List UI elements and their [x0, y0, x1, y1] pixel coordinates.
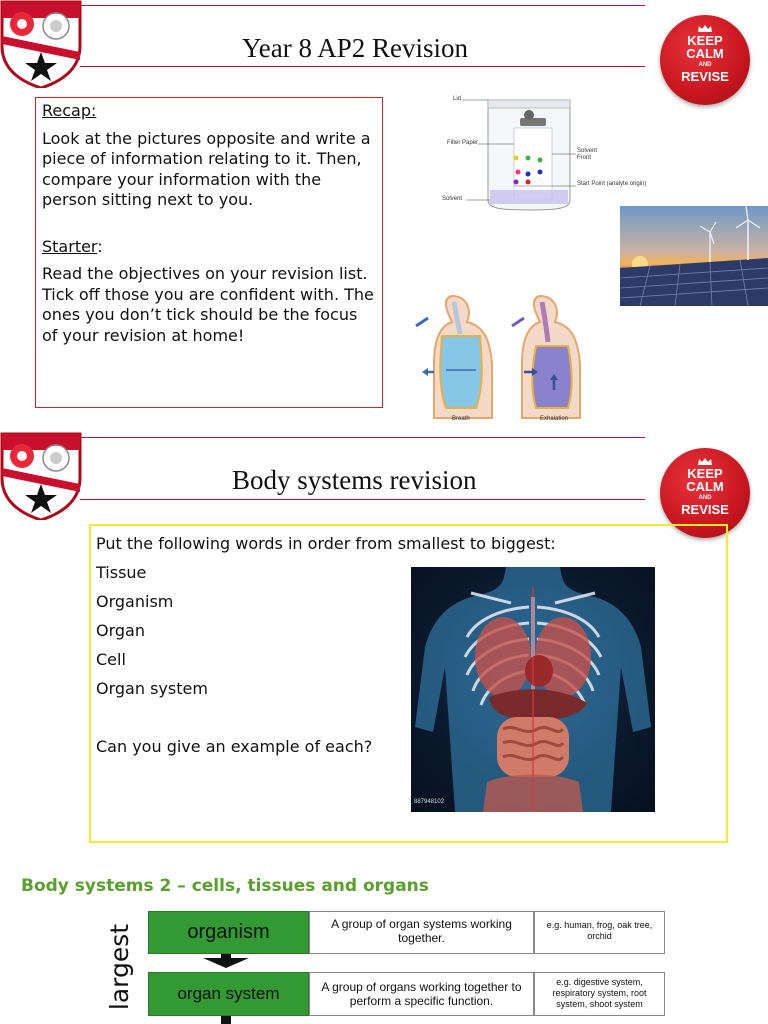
arrow-down-shaft — [221, 1016, 231, 1024]
recap-text: Look at the pictures opposite and write a piece of information relating to it. Then, compare your information with the person sitting next to you. — [42, 128, 371, 209]
header-bottom-line — [80, 499, 645, 500]
term-label: organism — [187, 921, 270, 943]
example-text: e.g. human, frog, oak tree, orchid — [546, 920, 653, 941]
word-item: Tissue — [96, 563, 147, 582]
label-exhalation: Exhalation — [540, 416, 569, 422]
term-label: organ system — [177, 984, 280, 1003]
label-breath: Breath — [452, 416, 470, 422]
header-bottom-line — [80, 66, 645, 67]
term-cell — [148, 911, 309, 954]
definition-text: A group of organ systems working together. — [331, 917, 512, 945]
definition-cell — [309, 911, 534, 954]
starter-text: Read the objectives on your revision list. Tick off those you are confident with. The ones you don’t tick should be the focus of your revision at home! — [42, 264, 374, 345]
lungs-icon — [412, 290, 602, 425]
label-solvent: Solvent — [442, 196, 463, 202]
label-filter-paper: Filter Paper — [447, 140, 479, 146]
anatomy-drawing — [411, 567, 655, 812]
label-start-point: Start Point (analyte origin) — [577, 181, 647, 187]
question-text: Can you give an example of each? — [96, 737, 373, 756]
crown-icon — [698, 458, 712, 465]
recap-heading: Recap: — [42, 101, 97, 120]
chromatography-diagram — [440, 90, 645, 220]
word-item: Organism — [96, 592, 174, 611]
keep-calm-badge: KEEP CALM AND REVISE — [660, 15, 750, 105]
example-cell — [534, 972, 665, 1016]
definition-cell — [309, 972, 534, 1016]
word-item: Organ system — [96, 679, 208, 698]
school-crest-icon — [0, 0, 82, 88]
page-title: Body systems revision — [232, 465, 477, 495]
starter-heading: Starter — [42, 236, 98, 256]
label-solvent-front: Solvent Front — [577, 148, 598, 161]
page-title: Year 8 AP2 Revision — [242, 33, 469, 63]
word-item: Cell — [96, 650, 126, 669]
image-id: 887948102 — [414, 799, 445, 805]
label-lid: Lid — [453, 96, 462, 102]
arrow-down-icon — [203, 958, 249, 968]
instruction-text: Put the following words in order from smallest to biggest: — [96, 534, 556, 553]
example-text: e.g. digestive system, respiratory system, root system, shoot system — [552, 977, 647, 1009]
term-cell — [148, 972, 309, 1016]
recap-box: Recap: Look at the pictures opposite and write a piece of information relating to it. Then, compare your information with the person sitting next to you. Starter: Read the objectives on your revision list. Tick off those you are confident with. The ones you don’t tick should be the focus of your revision at home! — [35, 97, 383, 408]
example-cell — [534, 911, 665, 954]
renewable-energy-photo — [620, 206, 768, 306]
definition-text: A group of organs working together to perform a specific function. — [321, 980, 522, 1008]
school-crest-icon — [0, 432, 82, 520]
header-top-line — [80, 5, 645, 6]
crown-icon — [698, 25, 712, 32]
section-heading: Body systems 2 – cells, tissues and organs — [21, 876, 429, 896]
chromatography-drawing — [440, 90, 645, 220]
axis-label: largest — [105, 923, 134, 1011]
word-item: Organ — [96, 621, 145, 640]
keep-calm-badge: KEEP CALM AND REVISE — [660, 448, 750, 538]
human-anatomy-image — [411, 567, 655, 812]
wind-turbine-icon — [620, 206, 768, 306]
breathing-diagram — [412, 290, 602, 425]
header-top-line — [80, 437, 645, 438]
